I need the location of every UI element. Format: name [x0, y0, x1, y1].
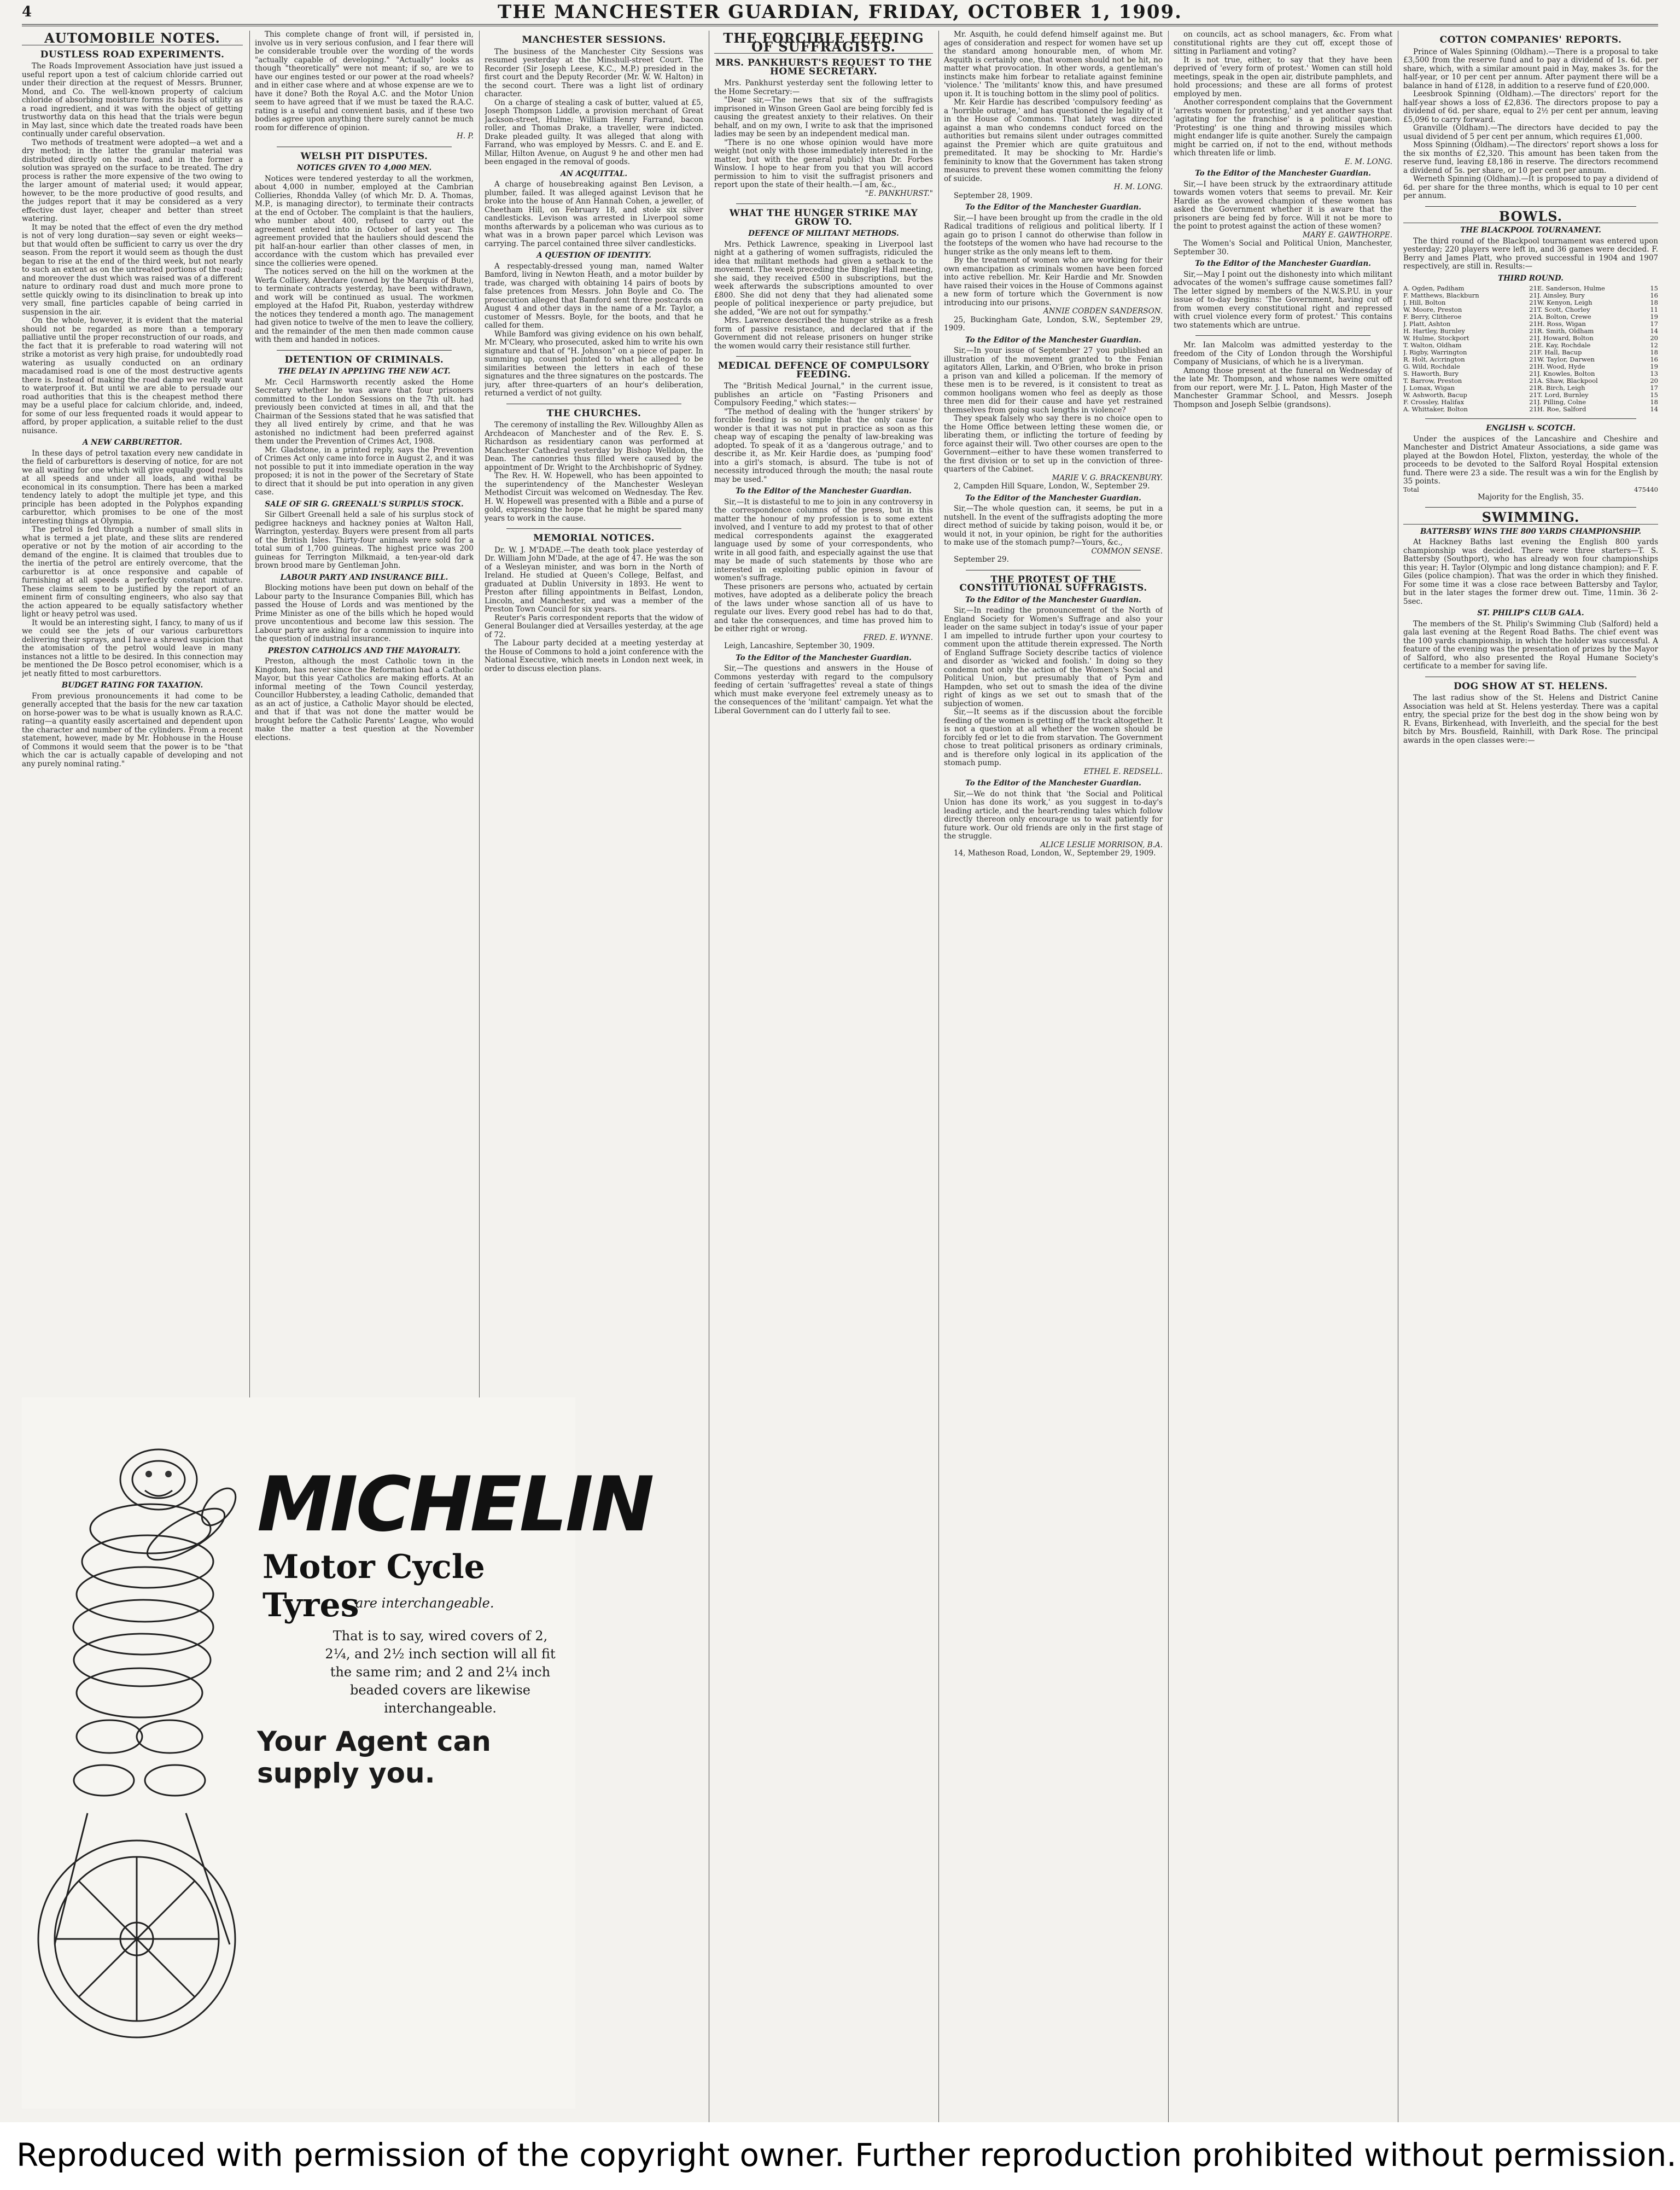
masthead — [22, 0, 1658, 26]
player-cell: J. Hill, Bolton — [1403, 299, 1446, 306]
section-heading: THE PROTEST OF THE CONSTITUTIONAL SUFFRAGISTS. — [959, 574, 1147, 593]
majority-line: Majority for the English, 35. — [1477, 492, 1584, 502]
column-4 — [714, 31, 933, 2122]
article-body — [22, 450, 243, 679]
section-title: SWIMMING. — [1403, 513, 1658, 525]
player-cell: H. Ross, Wigan — [1537, 321, 1586, 328]
column-rule — [938, 31, 939, 2122]
score-cell: 21 — [1529, 406, 1537, 413]
score-cell: 19 — [1650, 363, 1658, 370]
section-subheading: AN ACQUITTAL. — [560, 169, 628, 178]
paragraph: Prince of Wales Spinning (Oldham).—There is a proposal to take £3,500 from the reserve fund and to pay a dividend of 1s. 6d. per share, which, with a similar amount paid in May, makes 3s. for the half-year, or 10 per cent per annum. After payment there will be a balance in hand of £128, in addition to a reserve fund of £20,000. — [1403, 47, 1658, 90]
score-cell: 21 — [1529, 299, 1537, 306]
article-body — [255, 31, 474, 132]
paragraph: The Roads Improvement Association have just issued a useful report upon a test of calcium chloride carried out under their direction at the request of Messrs. Brunner, Mond, and Co. The well-known property of calcium chloride of absorbing moisture forms its basis of utility as a road ingredient, and it was with the object of getting trustworthy data on this head that the trials were begun in May last, since which date the treated roads have been continually under careful observation. — [22, 62, 243, 138]
score-cell: 21 — [1529, 377, 1537, 385]
paragraph: Sir,—I have been brought up from the cradle in the old Radical traditions of religious and political liberty. If I again go to prison I cannot do otherwise than follow in the footsteps of the women who have had recourse to the hunger strike as the only means left to them. — [944, 213, 1163, 257]
article-body — [255, 584, 474, 644]
player-cell: J. Howard, Bolton — [1537, 335, 1594, 342]
player-cell: F. Matthews, Blackburn — [1403, 292, 1479, 299]
section-title: BOWLS. — [1403, 212, 1658, 224]
column-rule — [249, 31, 250, 1397]
paragraph: It would be an interesting sight, I fancy, to many of us if we could see the jets of our various carburettors delivering their sprays, and I have a shrewd suspicion that the atomisation of the petrol would leave in many instances not a little to be desired. In this connection may be mentioned the De Bosco petrol economiser, which is a jet neatly fitted to most carburettors. — [22, 618, 243, 678]
letter-body — [944, 790, 1163, 841]
paragraph: Another correspondent complains that the Government 'arrests women for protesting,' and yet another says that 'agitating for the franchise' is a political question. 'Protesting' is one thing and throwing missiles which might endanger life is quite another. Surely the campaign might be carried on, if not to the end, without methods which threaten life or limb. — [1174, 98, 1392, 158]
score-cell: 21 — [1529, 321, 1537, 328]
player-cell: G. Wild, Rochdale — [1403, 363, 1460, 370]
paragraph: Preston, although the most Catholic town in the Kingdom, has never since the Reformation had a Catholic Mayor, but this year Catholics are making efforts. At an informal meeting of the Town Council yesterday, Councillor Hubberstey, a leading Catholic, demanded that as an act of justice, a Catholic Mayor should be elected, and that if that was not done the matter would be brought before the Catholic Parents' League, who would make the matter a test question at the November elections. — [255, 657, 474, 742]
paragraph: On a charge of stealing a cask of butter, valued at £5, Joseph Thompson Liddle, a provision merchant of Great Jackson-street, Hulme; William Henry Farrand, bacon roller, and Thomas Drake, a traveller, were indicted. Drake pleaded guilty. It was alleged that along with Farrand, who was employed by Messrs. C. and E. and E. Millar, Hilton Avenue, on August 9 he and other men had been engaged in the removal of goods. — [485, 98, 703, 166]
article-body: The third round of the Blackpool tournament was entered upon yesterday; 220 players were left in, and 36 games were decided. F. Berry and James Platt, who proved successful in 1904 and 1907 respectively, are still in. Results:— — [1403, 236, 1658, 271]
copyright-notice: Reproduced with permission of the copyright owner. Further reproduction prohibited without permission. — [16, 2136, 1677, 2174]
article-body — [485, 421, 703, 523]
letter-heading: To the Editor of the Manchester Guardian. — [1195, 169, 1371, 178]
letter-place: 14, Matheson Road, London, W., September 29, 1909. — [954, 849, 1156, 858]
letter-heading: To the Editor of the Manchester Guardian. — [736, 653, 912, 662]
table-row — [1403, 306, 1658, 313]
score-cell: 21 — [1529, 328, 1537, 335]
paragraph: They speak falsely who say there is no choice open to the Home Office between letting these women die, or liberating them, or inflicting the torture of feeding by force against their will. Two other courses are open to the Government—either to have these women transferred to the first division or to set up in the conviction of three-quarters of the Cabinet. — [944, 414, 1163, 474]
paragraph: It may be noted that the effect of even the dry method is not of very long duration—say seven or eight weeks—but that would often be sufficient to carry us over the dry season. From the report it would seem as though the dust began to rise at the end of the third week, but not nearly to such an extent as on the untreated portions of the road; and moreover the dust which was raised was of a different nature to ordinary road dust and much more prone to settle quickly owing to its disinclination to break up into very small, fine particles capable of being carried in suspension in the air. — [22, 223, 243, 317]
table-row — [1403, 299, 1658, 306]
section-heading: WHAT THE HUNGER STRIKE MAY GROW TO. — [729, 208, 918, 228]
letter-heading: To the Editor of the Manchester Guardian. — [965, 203, 1141, 212]
article-body — [485, 180, 703, 248]
player-cell: J. Platt, Ashton — [1403, 321, 1451, 328]
signature: ANNIE COBDEN SANDERSON. — [1043, 307, 1163, 316]
article-body — [22, 692, 243, 769]
section-heading: SALE OF SIR G. GREENALL'S SURPLUS STOCK. — [265, 499, 464, 509]
round-heading: THIRD ROUND. — [1498, 273, 1564, 283]
section-heading: MRS. PANKHURST'S REQUEST TO THE HOME SECRETARY. — [715, 57, 932, 77]
divider — [1195, 335, 1370, 336]
paragraph: Mrs. Pankhurst yesterday sent the following letter to the Home Secretary:— — [714, 79, 933, 96]
score-cell: 21 — [1529, 370, 1537, 377]
section-heading: DUSTLESS ROAD EXPERIMENTS. — [40, 49, 225, 60]
player-cell: T. Lord, Burnley — [1537, 392, 1589, 399]
section-heading: DETENTION OF CRIMINALS. — [284, 354, 444, 365]
total-english: 475 — [1634, 486, 1646, 493]
paragraph: The Rev. H. W. Hopewell, who has been appointed to the superintendency of the Manchester Wesleyan Methodist Circuit was welcomed on Wednesday. The Rev. H. W. Hopewell was presented with a Bible and a purse of gold, expressing the hope that he might be spared many years to work in the cause. — [485, 471, 703, 523]
section-heading: PRESTON CATHOLICS AND THE MAYORALTY. — [267, 646, 461, 655]
score-cell: 21 — [1529, 335, 1537, 342]
signature: MARIE V. G. BRACKENBURY. — [1052, 473, 1163, 482]
letter-place: The Women's Social and Political Union, Manchester, September 30. — [1174, 239, 1392, 257]
paragraph: Moss Spinning (Oldham).—The directors' report shows a loss for the six months of £2,320. This amount has been taken from the reserve fund, leaving £8,186 in reserve. The directors recommend a dividend of 5s. per share, or 10 per cent per annum. — [1403, 141, 1658, 175]
paragraph: A charge of housebreaking against Ben Levison, a plumber, failed. It was alleged against Levison that he broke into the house of Ann Hannah Cohen, a jeweller, of Cheetham Hill, on February 18, and stole six silver candlesticks. Levison was arrested in Liverpool some months afterwards by a policeman who was curious as to what was in a brown paper parcel which Levison was carrying. The parcel contained three silver candlesticks. — [485, 180, 703, 248]
score-cell: 16 — [1650, 292, 1658, 299]
section-heading: COTTON COMPANIES' REPORTS. — [1439, 34, 1622, 45]
divider — [1425, 418, 1636, 419]
paragraph: The "British Medical Journal," in the current issue, publishes an article on "Fasting Prisoners and Compulsory Feeding," which states:— — [714, 382, 933, 407]
paragraph: Sir,—I have been struck by the extraordinary attitude towards women voters that seems to prevail. Mr. Keir Hardie as the avowed champion of these women has asked the Government whether it is aware that the prisoners are being fed by force. Will it not be more to the point to protest against the action of these women? — [1174, 179, 1392, 231]
section-heading: MANCHESTER SESSIONS. — [522, 34, 666, 45]
masthead-title: THE MANCHESTER GUARDIAN, FRIDAY, OCTOBER 1, 1909. — [497, 1, 1183, 23]
letter-heading: To the Editor of the Manchester Guardian. — [965, 493, 1141, 503]
paragraph: By the treatment of women who are working for their own emancipation as criminals women have been forced into active rebellion. Mr. Keir Hardie and Mr. Snowden have raised their voices in the House of Commons against a new form of torture which the Government is now introducing into our prisons. — [944, 256, 1163, 307]
score-cell: 15 — [1650, 392, 1658, 399]
table-row — [1403, 392, 1658, 399]
paragraph: Reuter's Paris correspondent reports that the widow of General Boulanger died at Versailles yesterday, at the age of 72. — [485, 613, 703, 639]
paragraph: Sir Gilbert Greenall held a sale of his surplus stock of pedigree hackneys and hackney ponies at Walton Hall, Warrington, yesterday. Buyers were present from all parts of the British Isles. Thirty-four animals were sold for a total sum of 1,700 guineas. The highest price was 200 guineas for Terrington Milkmaid, a ten-year-old dark brown brood mare by Gentleman John. — [255, 510, 474, 570]
signature: E. M. LONG. — [1344, 157, 1392, 166]
paragraph: Two methods of treatment were adopted—a wet and a dry method; in the latter the granular material was distributed directly on the road, and in the former a solution was sprayed on the surface to be treated. The dry process is rather the more expensive of the two owing to the larger amount of material used; it would appear, however, to be the more productive of good results, and the judges report that it may be considered as a very effective dust layer, cheaper and better than street watering. — [22, 138, 243, 223]
paragraph: Sir,—The whole question can, it seems, be put in a nutshell. In the event of the suffragists adopting the more direct method of suicide by taking poison, would it be, or would it not, in your opinion, be right for the authorities to make use of the stomach pump?—Yours, &c., — [944, 504, 1163, 547]
article-body — [485, 48, 703, 167]
column-2 — [255, 31, 474, 1397]
paragraph: In these days of petrol taxation every new candidate in the field of carburettors is deserving of notice, for are not we all waiting for one which will give equally good results at all speeds and under all loads, and withal be economical in its consumption. There has been a marked tendency lately to adopt the multiple jet type, and this principle has been adopted in the Polyphos expanding carburettor, which promises to be one of the most interesting things at Olympia. — [22, 449, 243, 526]
player-cell: R. Holt, Accrington — [1403, 356, 1465, 363]
paragraph: Mr. Keir Hardie has described 'compulsory feeding' as a 'horrible outrage,' and has questioned the legality of it in the House of Commons. That lately was directed against a man who condemns conduct forced on the authorities but remains silent under outrages committed against the Premier which are quite gratuitous and premeditated. It may be shocking to Mr. Hardie's femininity to know that the Government has taken strong measures to prevent these women committing the felony of suicide. — [944, 98, 1163, 183]
paragraph: Sir,—May I point out the dishonesty into which militant advocates of the women's suffrage cause sometimes fall? The letter signed by members of the N.W.S.P.U. in your issue of to-day begins: 'The Government, having cut off from women every constitutional right and repressed with cruel violence every form of protest.' This contains two statements which are untrue. — [1174, 270, 1392, 330]
table-row — [1403, 356, 1658, 363]
player-cell: H. Wood, Hyde — [1537, 363, 1585, 370]
score-cell: 21 — [1529, 285, 1537, 292]
player-cell: H. Hartley, Burnley — [1403, 328, 1465, 335]
article-body — [714, 241, 933, 351]
player-cell: J. Rigby, Warrington — [1403, 349, 1467, 356]
article-title: AUTOMOBILE NOTES. — [22, 34, 243, 45]
section-subheading: NOTICES GIVEN TO 4,000 MEN. — [296, 164, 432, 172]
article-title: THE FORCIBLE FEEDING OF SUFFRAGISTS. — [714, 34, 933, 54]
paragraph: Mr. Cecil Harmsworth recently asked the Home Secretary whether he was aware that four prisoners committed to the London Sessions on the 7th ult. had previously been convicted at times in all, and that the Chairman of the Sessions stated that he was satisfied that they all lived entirely by crime, and that he was astonished no indictment had been preferred against them under the Prevention of Crimes Act, 1908. — [255, 377, 474, 446]
bowls-results-table — [1403, 285, 1658, 413]
letter-heading: To the Editor of the Manchester Guardian. — [965, 779, 1141, 788]
table-row — [1403, 349, 1658, 356]
column-3 — [485, 31, 703, 1397]
paragraph: Sir,—The questions and answers in the House of Commons yesterday with regard to the compulsory feeding of certain 'suffragettes' reveal a state of things which must make everyone feel extremely uneasy as to the consequences of the 'militant' campaign. Yet what the Liberal Government can do I utterly fail to see. — [714, 664, 933, 715]
paragraph: Sir,—It seems as if the discussion about the forcible feeding of the women is getting off the track altogether. It is not a question at all whether the women should be forcibly fed or let to die from starvation. The Government chose to treat political prisoners as ordinary criminals, and is therefore only logical in its application of the stomach pump. — [944, 708, 1163, 767]
article-body — [714, 382, 933, 484]
player-cell: F. Crossley, Halifax — [1403, 399, 1465, 406]
article-body: Under the auspices of the Lancashire and Cheshire and Manchester and District Amateur Associations, a side game was played at the Bowdon Hotel, Flixton, yesterday, the whole of the proceeds to be devoted to the Salford Royal Hospital extension fund. There were 23 a side. The result was a win for the English by 35 points. — [1403, 434, 1658, 486]
paragraph: Dr. W. J. M'DADE.—The death took place yesterday of Dr. William John M'Dade, at the age of 47. He was the son of a Wesleyan minister, and was born in the North of Ireland. He studied at Queen's College, Belfast, and graduated at Dublin University in 1893. He went to Preston after filling appointments in Belfast, London, Lincoln, and Manchester, and was a member of the Preston Town Council for six years. — [485, 545, 703, 614]
divider — [736, 203, 911, 204]
score-cell: 21 — [1529, 349, 1537, 356]
player-cell: R. Birch, Leigh — [1537, 385, 1585, 392]
section-heading: MEDICAL DEFENCE OF COMPULSORY FEEDING. — [718, 360, 930, 380]
score-cell: 21 — [1529, 399, 1537, 406]
letter-body — [944, 347, 1163, 474]
score-cell: 21 — [1529, 313, 1537, 321]
signature: FRED. E. WYNNE. — [863, 633, 933, 642]
column-5 — [944, 31, 1163, 2122]
score-cell: 15 — [1650, 285, 1658, 292]
article-body — [22, 62, 243, 435]
score-cell: 20 — [1650, 377, 1658, 385]
score-cell: 21 — [1529, 342, 1537, 349]
tyre-man-illustration-icon — [22, 1397, 262, 2098]
table-row — [1403, 363, 1658, 370]
column-rule — [479, 31, 480, 1397]
letter-body — [944, 607, 1163, 768]
letter-date: September 28, 1909. — [954, 191, 1032, 200]
paragraph: Sir,—It is distasteful to me to join in any controversy in the correspondence columns of the press, but in this matter the honour of my profession is to some extent involved, and I venture to add my protest to that of other medical correspondents against the exaggerated language used by some of your correspondents, who write in all good faith, and especially against the use that may be made of such statements by those who are interested in exploiting public opinion in favour of women's suffrage. — [714, 497, 933, 583]
table-row — [1403, 385, 1658, 392]
paragraph: Mr. Ian Malcolm was admitted yesterday to the freedom of the City of London through the Worshipful Company of Musicians, of which he is a liveryman. — [1174, 341, 1392, 366]
article-body — [255, 511, 474, 570]
score-cell: 12 — [1650, 342, 1658, 349]
table-row — [1403, 342, 1658, 349]
ad-subtagline: are interchangeable. — [355, 1595, 494, 1611]
letter-heading: To the Editor of the Manchester Guardian. — [1195, 259, 1371, 268]
player-cell: T. Barrow, Preston — [1403, 377, 1462, 385]
score-cell: 14 — [1650, 328, 1658, 335]
section-heading: DOG SHOW AT ST. HELENS. — [1453, 680, 1608, 692]
article-body: The last radius show of the St. Helens and District Canine Association was held at St. Helens yesterday. There was a capital entry, the special prize for the best dog in the show being won by R. Evans, Birkenhead, with Inverleith, and the special for the best bitch by Mrs. Bousfield, Rainhill, with Dark Rose. The principal awards in the open classes were:— — [1403, 694, 1658, 745]
paragraph: Sir,—In your issue of September 27 you published an illustration of the movement granted to the Fenian agitators Allen, Larkin, and O'Brien, who broke in prison a prison van and killed a policeman. If the memory of these men is to be revered, is it consistent to treat as common hooligans women who feel as deeply as those three men did for their cause and have yet restrained themselves from going such lengths in violence? — [944, 346, 1163, 415]
section-subheading: THE BLACKPOOL TOURNAMENT. — [1460, 226, 1601, 235]
column-6 — [1174, 31, 1392, 2122]
paragraph: on councils, act as school managers, &c. From what constitutional rights are they cut off, except those of sitting in Parliament and voting? — [1174, 31, 1392, 56]
paragraph: The business of the Manchester City Sessions was resumed yesterday at the Minshull-street Court. The Recorder (Sir Joseph Leese, K.C., M.P.) presided in the first court and the Deputy Recorder (Mr. W. W. Halton) in the second court. There was a light list of ordinary character. — [485, 47, 703, 98]
table-row — [1403, 321, 1658, 328]
player-cell: J. Ainsley, Bury — [1537, 292, 1585, 299]
table-row — [1403, 313, 1658, 321]
english-scotch-total — [1403, 486, 1658, 493]
signature: ETHEL E. REDSELL. — [1083, 767, 1163, 776]
player-cell: J. Lomax, Wigan — [1403, 385, 1455, 392]
table-row — [1403, 399, 1658, 406]
page-number: 4 — [22, 4, 32, 20]
score-cell: 16 — [1650, 356, 1658, 363]
score-cell: 18 — [1650, 399, 1658, 406]
signature: COMMON SENSE. — [1091, 546, 1163, 556]
letter-body — [714, 665, 933, 715]
player-cell: W. Ashworth, Bacup — [1403, 392, 1467, 399]
player-cell: F. Berry, Clitheroe — [1403, 313, 1462, 321]
paragraph: Notices were tendered yesterday to all the workmen, about 4,000 in number, employed at the Cambrian Collieries, Rhondda Valley (of which Mr. D. A. Thomas, M.P., is managing director), to terminate their contracts at the end of October. The complaint is that the hauliers, who number about 400, refused to carry out the agreement entered into in October of last year. This agreement provided that the hauliers should descend the pit half-an-hour earlier than other classes of men, in accordance with the custom which has prevailed ever since the collieries were opened. — [255, 174, 474, 268]
paragraph: From previous pronouncements it had come to be generally accepted that the basis for the new car taxation on horse-power was to be what is usually known as R.A.C. rating—a quantity easily ascertained and dependent upon the character and number of the cylinders. From a recent statement, however, made by Mr. Hobhouse in the House of Commons it would seem that the power is to be "that which the car is actually capable of developing and not any purely nominal rating." — [22, 691, 243, 768]
section-subheading: THE DELAY IN APPLYING THE NEW ACT. — [278, 367, 451, 376]
letter-date: September 29. — [954, 555, 1009, 564]
section-heading: A NEW CARBURETTOR. — [82, 438, 183, 447]
paragraph: Granville (Oldham).—The directors have decided to pay the usual dividend of 5 per cent per annum, which requires £1,000. — [1403, 124, 1658, 141]
table-row — [1403, 406, 1658, 413]
score-cell: 17 — [1650, 385, 1658, 392]
section-heading: ST. PHILIP'S CLUB GALA. — [1477, 609, 1584, 618]
score-cell: 17 — [1650, 321, 1658, 328]
score-cell: 13 — [1650, 370, 1658, 377]
score-cell: 21 — [1529, 385, 1537, 392]
article-body — [255, 657, 474, 742]
paragraph: Mr. Gladstone, in a printed reply, says the Prevention of Crimes Act only came into force in August 2, and it was not possible to put it into immediate operation in the way proposed; it is not in the power of the Secretary of State to direct that it should be put into operation in any given case. — [255, 445, 474, 497]
column-rule — [1168, 31, 1169, 2122]
paragraph: Mrs. Lawrence described the hunger strike as a fresh form of passive resistance, and declared that if the Government did not release prisoners on hunger strike the women would carry their resistance still further. — [714, 316, 933, 351]
paragraph: These prisoners are persons who, actuated by certain motives, have adopted as a deliberate policy the breach of the laws under whose sanction all of us have to regulate our lives. Every good rebel has had to do that, and take the consequences, and time has proved him to be either right or wrong. — [714, 582, 933, 633]
player-cell: W. Taylor, Darwen — [1537, 356, 1595, 363]
paragraph: This complete change of front will, if persisted in, involve us in very serious confusion, and I fear there will be considerable trouble over the wording of the words "actually capable of developing." "Actually" looks as though "theoretically" were not meant; if so, are we to have our engines tested or our power at the road wheels? and in either case where and at whose expense are we to have it done? Both the Royal A.C. and the Motor Union seem to have agreed that if we must be taxed the R.A.C. rating is a useful and convenient basis, and if these two bodies agree upon anything there surely cannot be much room for difference of opinion. — [255, 31, 474, 132]
table-row — [1403, 328, 1658, 335]
paragraph: Blocking motions have been put down on behalf of the Labour party to the Insurance Companies Bill, which has passed the House of Lords and was mentioned by the Prime Minister as one of the bills which he hoped would prove uncontentious and become law this session. The Labour party are asking for a commission to inquire into the question of industrial insurance. — [255, 584, 474, 643]
article-body — [255, 378, 474, 497]
letter-heading: To the Editor of the Manchester Guardian. — [965, 595, 1141, 604]
player-cell: R. Smith, Oldham — [1537, 328, 1594, 335]
ad-agent-line: Your Agent can supply you. — [257, 1726, 491, 1789]
section-subheading: BATTERSBY WINS THE 800 YARDS CHAMPIONSHIP. — [1420, 527, 1641, 536]
score-cell: 21 — [1529, 392, 1537, 399]
player-cell: T. Scott, Chorley — [1537, 306, 1590, 313]
table-row — [1403, 377, 1658, 385]
score-cell: 21 — [1529, 363, 1537, 370]
letter-body — [1174, 31, 1392, 158]
paragraph: Among those present at the funeral on Wednesday of the late Mr. Thompson, and whose names were omitted from our report, were Mr. J. L. Paton, High Master of the Manchester Grammar School, and Messrs. Joseph Thompson and Joseph Selbie (grandsons). — [1174, 366, 1392, 409]
divider — [277, 350, 452, 351]
article-body: At Hackney Baths last evening the English 800 yards championship was decided. There were three starters—T. S. Battersby (Southport), who has already won four championships this year; H. Taylor (Olympic and long distance champion); and F. F. Giles (police champion). That was the order in which they finished. For some time it was a close race between Battersby and Taylor, but in the later stages the former drew out. Time, 11min. 36 2-5sec. — [1403, 538, 1658, 606]
divider — [736, 356, 911, 357]
table-row — [1403, 285, 1658, 292]
table-row — [1403, 335, 1658, 342]
column-7 — [1403, 31, 1658, 2122]
article-body — [255, 175, 474, 345]
letter-body — [944, 31, 1163, 183]
paragraph: Mr. Asquith, he could defend himself against me. But ages of consideration and respect for women have set up the standard among honourable men, of whom Mr. Asquith is certainly one, that women should not be hit, no matter what provocation. In other words, a gentleman's instincts make him forbear to retaliate against feminine 'violence.' The 'militants' know this, and have presumed upon it. It is touching bottom in the slimy pool of politics. — [944, 31, 1163, 98]
player-cell: E. Sanderson, Hulme — [1537, 285, 1605, 292]
score-cell: 14 — [1650, 406, 1658, 413]
score-cell: 11 — [1650, 306, 1658, 313]
signature: H. P. — [457, 132, 474, 141]
divider — [1425, 507, 1636, 508]
section-heading: ENGLISH v. SCOTCH. — [1486, 424, 1576, 433]
player-cell: W. Kenyon, Leigh — [1537, 299, 1592, 306]
michelin-logo: MICHELIN — [257, 1460, 652, 1548]
paragraph: Sir,—In reading the pronouncement of the North of England Society for Women's Suffrage and also your leader on the same subject in today's issue of your paper I am impelled to intrude further upon your courtesy to comment upon the attitude therein expressed. The North of England Suffrage Society describe tactics of violence and disorder as 'wicked and foolish.' In doing so they condemn not only the action of the Women's Social and Political Union, but presumably that of Pym and Hampden, who set out to smash the idea of the divine right of kings as we set out to smash that of the subjection of women. — [944, 606, 1163, 708]
section-heading: BUDGET RATING FOR TAXATION. — [61, 681, 203, 690]
player-cell: W. Moore, Preston — [1403, 306, 1462, 313]
table-row — [1403, 370, 1658, 377]
paragraph: "The method of dealing with the 'hunger strikers' by forcible feeding is so simple that the only cause for wonder is that it was not put in practice as soon as this cheap way of escaping the penalty of law-breaking was adopted. To speak of it as a 'dangerous outrage,' and to describe it, as Mr. Keir Hardie does, as 'pumping food' into a girl's stomach, is absurd. The tube is not of necessity introduced through the mouth; the nasal route may be used." — [714, 407, 933, 484]
table-row — [1403, 292, 1658, 299]
total-label: Total — [1403, 486, 1419, 493]
michelin-advertisement — [22, 1397, 652, 2109]
player-cell: A. Bolton, Crewe — [1537, 313, 1591, 321]
score-cell: 21 — [1529, 306, 1537, 313]
paragraph: The Labour party decided at a meeting yesterday at the House of Commons to hold a joint conference with the National Executive, which meets in London next week, in order to discuss election plans. — [485, 639, 703, 673]
letter-body — [714, 498, 933, 634]
letter-body — [944, 505, 1163, 548]
letter-body — [944, 214, 1163, 308]
score-cell: 18 — [1650, 349, 1658, 356]
section-heading: MEMORIAL NOTICES. — [533, 533, 655, 544]
paragraph: While Bamford was giving evidence on his own behalf, Mr. M'Cleary, who prosecuted, asked him to write his own signature and that of "H. Johnson" on a piece of paper. In summing up, counsel pointed to what he alleged to be similarities between the letters in each of these signatures and the three signatures on the postcards. The jury, after three-quarters of an hour's deliberation, returned a verdict of not guilty. — [485, 329, 703, 398]
divider — [506, 528, 681, 529]
article-body — [485, 546, 703, 674]
signature: "E. PANKHURST." — [865, 189, 933, 198]
ad-body: That is to say, wired covers of 2, 2¼, and 2½ inch section will all fit the same rim; and 2 and 2¼ inch beaded covers are likewise interchangeable. — [325, 1628, 556, 1716]
paragraph: "There is no one whose opinion would have more weight (not only with those immediately interested in the matter, but with the general public) than Dr. Forbes Winslow. I hope to hear from you that you will accord permission to him to visit the suffragist prisoners and report upon the state of their health.—I am, &c., — [714, 138, 933, 189]
ad-tagline: Motor Cycle Tyres — [262, 1548, 485, 1624]
article-body — [714, 79, 933, 190]
total-scotch: 440 — [1646, 486, 1658, 493]
letter-body — [1174, 180, 1392, 231]
paragraph: The ceremony of installing the Rev. Willoughby Allen as Archdeacon of Manchester and of the Rev. E. S. Richardson as residentiary canon was performed at Manchester Cathedral yesterday by Bishop Welldon, the Dean. The canonries thus filled were caused by the appointment of Dr. Wright to the Archbishopric of Sydney. — [485, 421, 703, 472]
paragraph: Sir,—We do not think that 'the Social and Political Union has done its work,' as you suggest in to-day's leading article, and the heart-rending tales which follow directly thereon only encourage us to wait patiently for future work. Our old friends are only in the first stage of the struggle. — [944, 789, 1163, 841]
paragraph: A respectably-dressed young man, named Walter Bamford, living in Newton Heath, and a motor builder by trade, was charged with obtaining 14 pairs of boots by false pretences from Messrs. John Boyle and Co. The prosecution alleged that Bamford sent three postcards on August 4 and other days in the name of a Mr. Taylor, a customer of Messrs. Boyle, for the boots, and that he called for them. — [485, 261, 703, 330]
score-cell: 19 — [1650, 313, 1658, 321]
paragraph: Leesbrook Spinning (Oldham).—The directors' report for the half-year shows a loss of £2,836. The directors propose to pay a dividend of 6d. per share, equal to 2½ per cent per annum, leaving £5,096 to carry forward. — [1403, 90, 1658, 124]
paragraph: Mrs. Pethick Lawrence, speaking in Liverpool last night at a gathering of women suffragists, ridiculed the idea that militant methods had given a setback to the movement. The week preceding the Bingley Hall meeting, she said, they received £500 in subscriptions, but the week afterwards the subscriptions amounted to over £800. She did not deny that they had alienated some people of political inexperience or party prejudice, but she added, "We are not out for sympathy." — [714, 240, 933, 317]
paragraph: Werneth Spinning (Oldham).—It is proposed to pay a dividend of 6d. per share for the three months, which is equal to 10 per cent per annum. — [1403, 174, 1658, 200]
article-body — [1174, 341, 1392, 409]
divider — [1425, 206, 1636, 207]
letter-place: 25, Buckingham Gate, London, S.W., September 29, 1909. — [944, 315, 1163, 333]
player-cell: A. Whittaker, Bolton — [1403, 406, 1468, 413]
article-body: The members of the St. Philip's Swimming Club (Salford) held a gala last evening at the Regent Road Baths. The chief event was the 100 yards championship, in which the holder was successful. A feature of the evening was the presentation of prizes by the Mayor of Salford, who also presented the Royal Humane Society's certificate to a member for saving life. — [1403, 619, 1658, 671]
player-cell: H. Roe, Salford — [1537, 406, 1586, 413]
player-cell: E. Kay, Rochdale — [1537, 342, 1591, 349]
signature: MARY E. GAWTHORPE. — [1302, 230, 1392, 240]
score-cell: 21 — [1529, 292, 1537, 299]
section-heading: WELSH PIT DISPUTES. — [300, 150, 428, 162]
section-heading: THE CHURCHES. — [546, 407, 641, 419]
paragraph: The petrol is fed through a number of small slits in what is termed a jet plate, and these slits are rendered operative or not by the motion of air according to the demand of the engine. It is claimed that troubles due to the inertia of the petrol are entirely overcome, that the carburettor is at once responsive and capable of furnishing at all speeds a perfectly constant mixture. These claims seem to be justified by the report of an eminent firm of consulting engineers, who also say that the action appeared to be equally satisfactory whether light or heavy petrol was used. — [22, 525, 243, 619]
letter-heading: To the Editor of the Manchester Guardian. — [736, 487, 912, 496]
paragraph: The notices served on the hill on the workmen at the Werfa Colliery, Aberdare (owned by the Marquis of Bute), to terminate contracts yesterday, have been withdrawn, and work will be continued as usual. The workmen employed at the Hafod Pit, Ruabon, yesterday withdrew the notices they tendered a month ago. The management had given notice to twelve of the men to leave the colliery, and the remainder of the men then made common cause with them and handed in notices. — [255, 267, 474, 344]
paragraph: It is not true, either, to say that they have been deprived of 'every form of protest.' Women can still hold meetings, speak in the open air, distribute pamphlets, and hold processions; and these are all forms of protest employed by men. — [1174, 55, 1392, 98]
letter-body — [1174, 271, 1392, 330]
letter-heading: To the Editor of the Manchester Guardian. — [965, 335, 1141, 345]
player-cell: J. Knowles, Bolton — [1537, 370, 1595, 377]
player-cell: S. Haworth, Bury — [1403, 370, 1459, 377]
article-body — [485, 263, 703, 398]
player-cell: T. Walton, Oldham — [1403, 342, 1462, 349]
player-cell: F. Hall, Bacup — [1537, 349, 1582, 356]
letter-place: 2, Campden Hill Square, London, W., September 29. — [954, 482, 1150, 491]
paragraph: "Dear sir,—The news that six of the suffragists imprisoned in Winson Green Gaol are being forcibly fed is causing the greatest anxiety to their relatives. On their behalf, and on my own, I write to ask that the imprisoned ladies may be seen by an independent medical man. — [714, 96, 933, 138]
score-cell: 20 — [1650, 335, 1658, 342]
section-subheading: DEFENCE OF MILITANT METHODS. — [748, 229, 899, 238]
article-body — [1403, 48, 1658, 201]
section-subheading: A QUESTION OF IDENTITY. — [536, 251, 651, 260]
player-cell: W. Hulme, Stockport — [1403, 335, 1469, 342]
score-cell: 21 — [1529, 356, 1537, 363]
section-heading: LABOUR PARTY AND INSURANCE BILL. — [280, 573, 448, 582]
player-cell: A. Ogden, Padiham — [1403, 285, 1465, 292]
score-cell: 18 — [1650, 299, 1658, 306]
column-1 — [22, 31, 243, 1397]
letter-place: Leigh, Lancashire, September 30, 1909. — [724, 642, 875, 650]
signature: H. M. LONG. — [1113, 183, 1163, 191]
paragraph: On the whole, however, it is evident that the material should not be regarded as more than a temporary palliative until the proper reconstruction of our roads, and the fact that it is preferable to road watering will not strike a motorist as very high praise, for undoubtedly road watering as usually conducted on an ordinary macadamised road is one of the most destructive agents there is. Instead of making the road damp we really want to waterproof it. But until we are able to persuade our road authorities that this is the cheapest method there may be a useful place for calcium chloride, and, indeed, for some of our less frequented roads it would appear to afford, by proper application, a suitable relief to the dust nuisance. — [22, 316, 243, 435]
signature: ALICE LESLIE MORRISON, B.A. — [1040, 840, 1163, 849]
player-cell: J. Pilling, Colne — [1537, 399, 1586, 406]
player-cell: A. Shaw, Blackpool — [1537, 377, 1598, 385]
